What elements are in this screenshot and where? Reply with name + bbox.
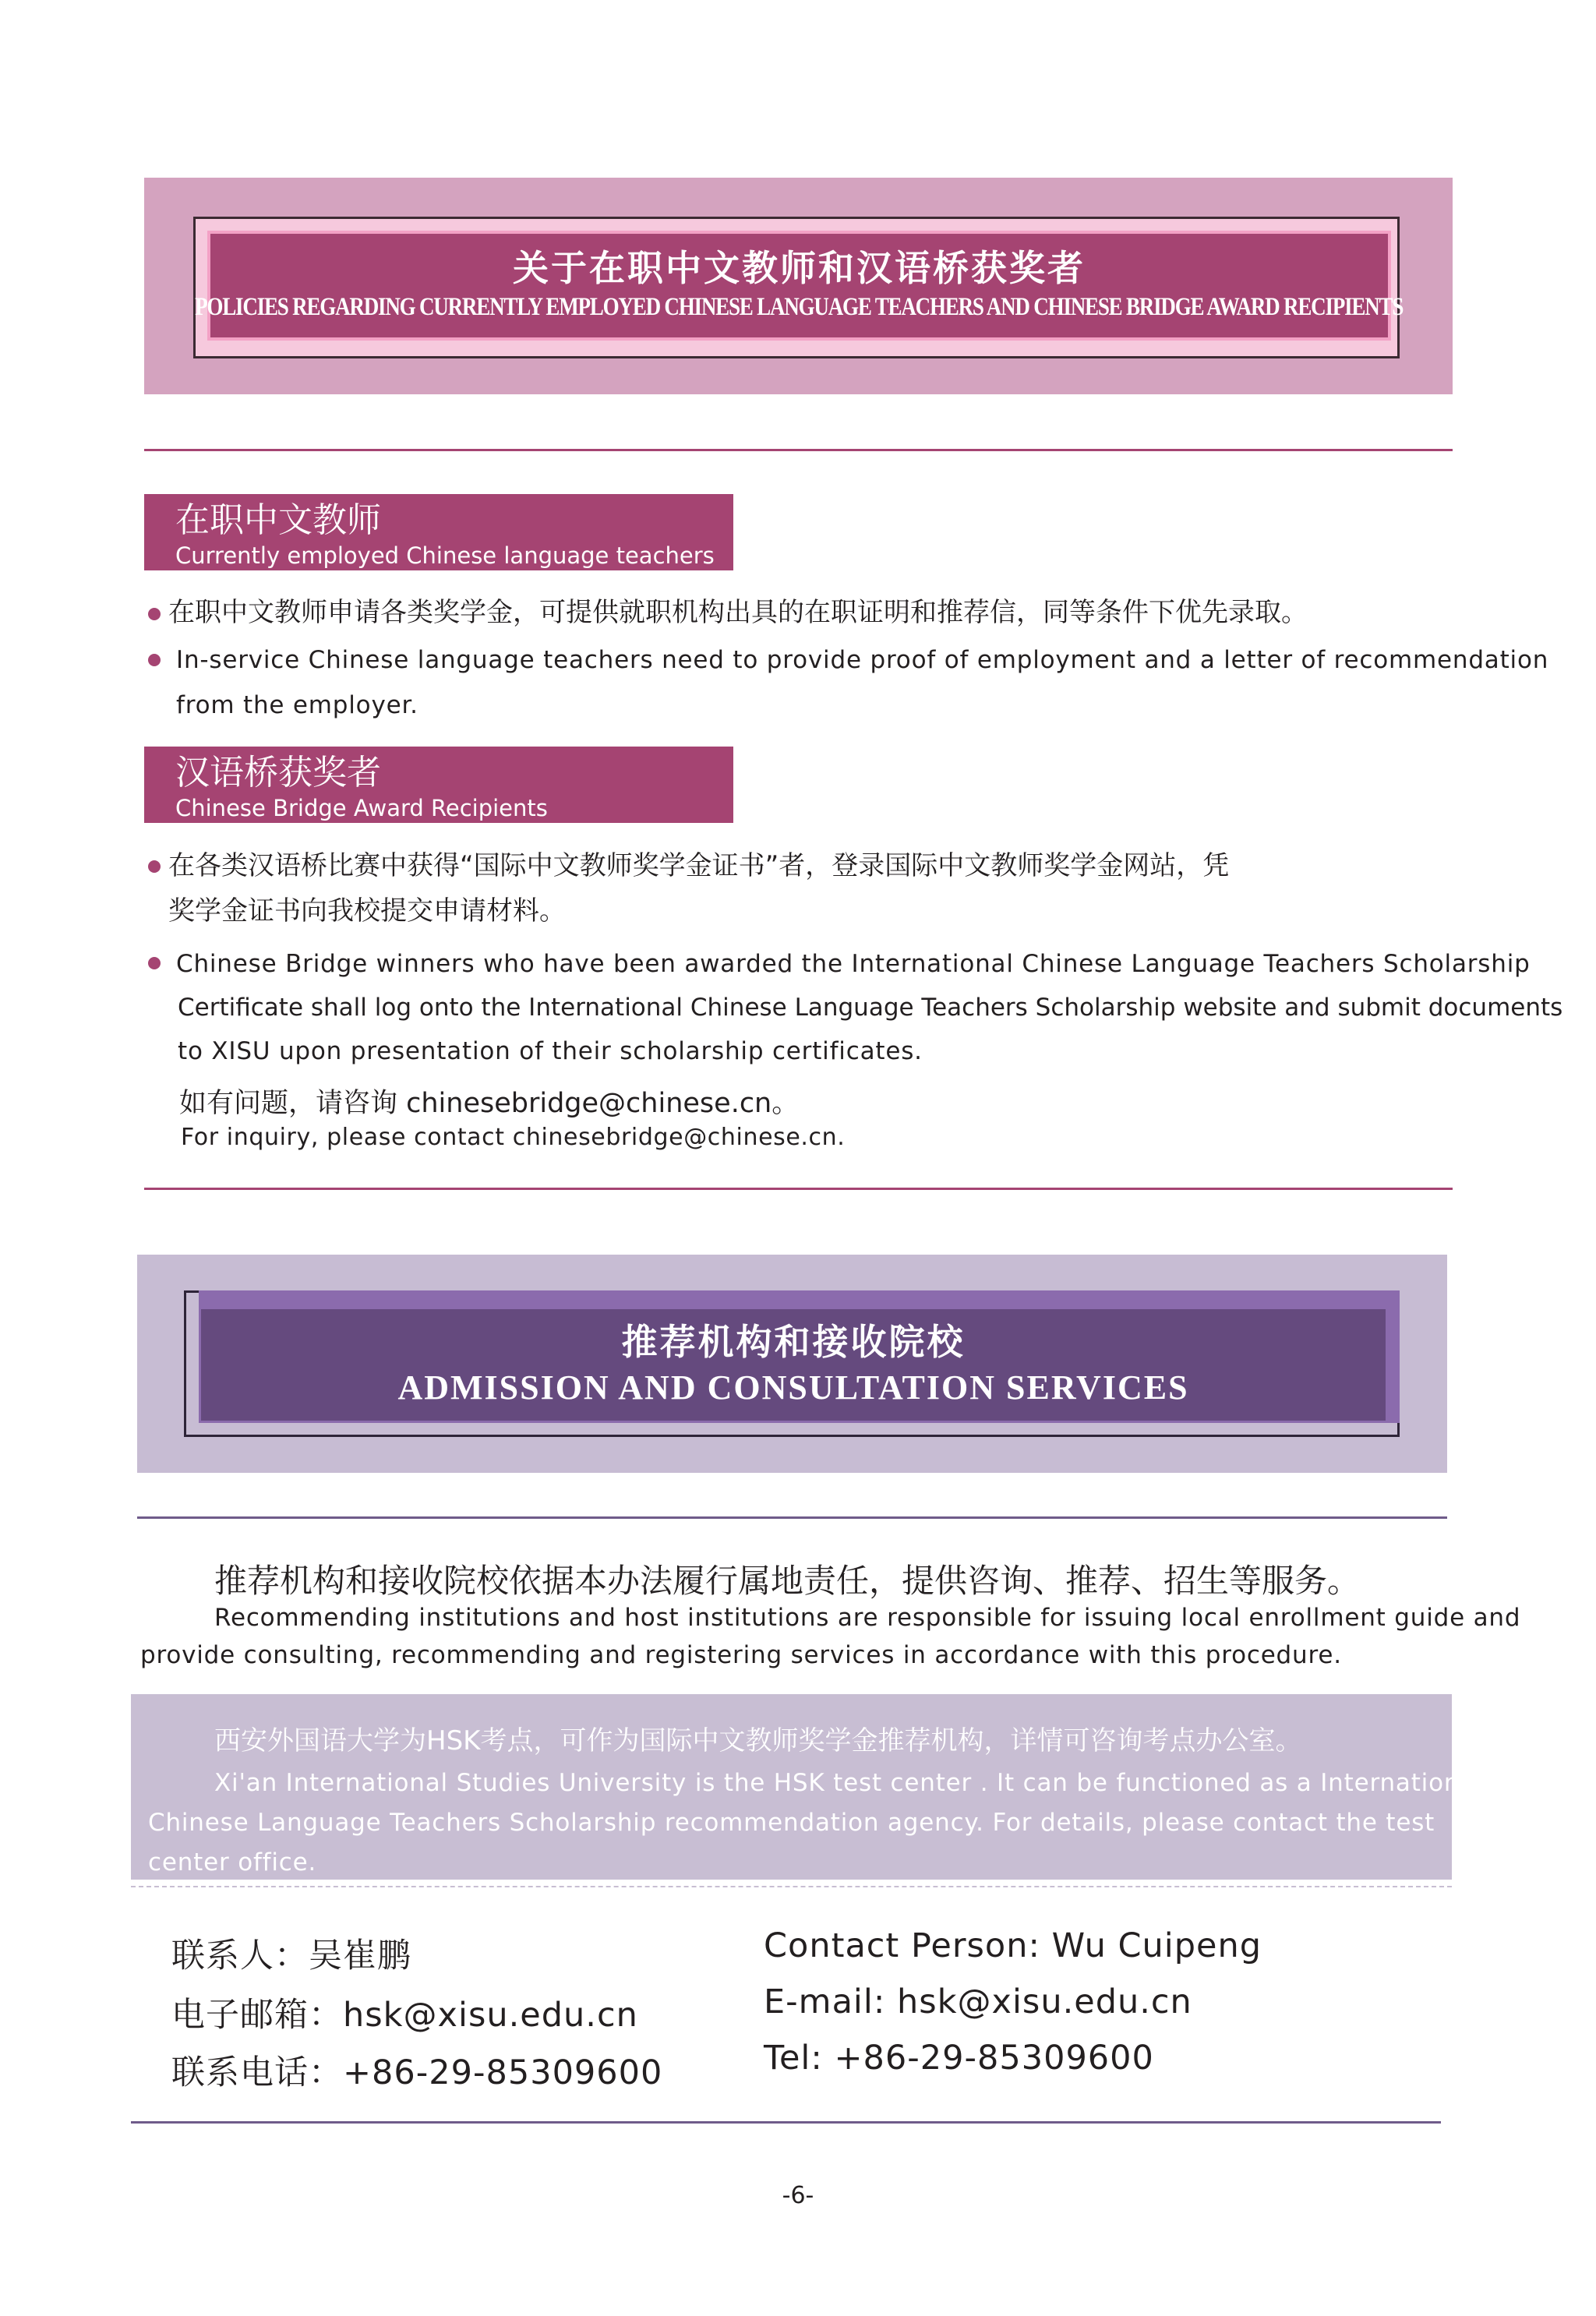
- admission-banner: [201, 1309, 1386, 1421]
- hsk-note-box: [131, 1694, 1483, 1880]
- divider-middle: [144, 1188, 1453, 1190]
- teachers-bullet-zh: 在职中文教师申请各类奖学金，可提供就职机构出具的在职证明和推荐信，同等条件下优先录取。: [168, 597, 1308, 628]
- hsk-note-en-line2: Chinese Language Teachers Scholarship recommendation agency. For details, please contact the test: [148, 1809, 1435, 1837]
- section-teachers-title-en: Currently employed Chinese language teachers: [175, 542, 715, 569]
- admission-para-en-line2: provide consulting, recommending and registering services in accordance with this procedure.: [140, 1641, 1342, 1669]
- bullet-icon: [148, 608, 161, 620]
- policies-title-en: POLICIES REGARDING CURRENTLY EMPLOYED CHINESE LANGUAGE TEACHERS AND CHINESE BRIDGE AWARD RECIPIENTS: [195, 292, 1404, 321]
- teachers-bullet-en-line1: In-service Chinese language teachers need to provide proof of employment and a letter of recommendation: [176, 646, 1549, 674]
- policies-banner: [195, 231, 1404, 341]
- teachers-bullet-en-line2: from the employer.: [176, 691, 418, 719]
- admission-title-en: ADMISSION AND CONSULTATION SERVICES: [397, 1368, 1189, 1407]
- bullet-icon: [148, 860, 161, 873]
- section-bridge-title-en: Chinese Bridge Award Recipients: [175, 795, 548, 821]
- contact-person-en: Contact Person: Wu Cuipeng: [764, 1926, 1262, 1965]
- divider-admission: [137, 1516, 1447, 1519]
- policies-title-zh: 关于在职中文教师和汉语桥获奖者: [513, 247, 1086, 290]
- contact-tel-zh: 联系电话：+86-29-85309600: [171, 2053, 663, 2092]
- divider-bottom: [131, 2121, 1441, 2124]
- bullet-icon: [148, 957, 161, 969]
- bridge-bullet-zh-line1: 在各类汉语桥比赛中获得“国际中文教师奖学金证书”者，登录国际中文教师奖学金网站，凭: [168, 850, 1230, 881]
- section-bridge-title-zh: 汉语桥获奖者: [175, 753, 381, 793]
- section-header-bridge: [144, 747, 733, 823]
- admission-para-zh: 推荐机构和接收院校依据本办法履行属地责任，提供咨询、推荐、招生等服务。: [214, 1562, 1361, 1600]
- section-teachers-title-zh: 在职中文教师: [175, 500, 381, 540]
- contact-tel-en: Tel: +86-29-85309600: [764, 2039, 1154, 2078]
- hsk-note-en-line3: center office.: [148, 1848, 317, 1876]
- divider-top: [144, 449, 1453, 451]
- bridge-bullet-en-line1: Chinese Bridge winners who have been awarded the International Chinese Language Teachers Scholarship: [176, 950, 1531, 978]
- bridge-bullet-en-line2: Certificate shall log onto the International Chinese Language Teachers Scholarship website and submit documents: [178, 994, 1563, 1022]
- bridge-bullet-zh-line2: 奖学金证书向我校提交申请材料。: [168, 895, 566, 927]
- bridge-bullet-en-line3: to XISU upon presentation of their scholarship certificates.: [178, 1037, 923, 1065]
- admission-title-zh: 推荐机构和接收院校: [621, 1321, 966, 1364]
- admission-para-en-line1: Recommending institutions and host institutions are responsible for issuing local enrollment guide and: [214, 1604, 1521, 1632]
- page-number: -6-: [782, 2182, 814, 2209]
- hsk-note-zh: 西安外国语大学为HSK考点，可作为国际中文教师奖学金推荐机构，详情可咨询考点办公室。: [214, 1725, 1302, 1756]
- note-divider: [131, 1886, 1452, 1887]
- hsk-note-en-line1: Xi'an International Studies University is the HSK test center . It can be functioned as a International: [214, 1769, 1483, 1797]
- inquiry-en: For inquiry, please contact chinesebridge@chinese.cn.: [181, 1124, 846, 1151]
- inquiry-zh: 如有问题，请咨询 chinesebridge@chinese.cn。: [179, 1088, 800, 1119]
- section-header-teachers: [144, 494, 733, 570]
- contact-person-zh: 联系人：吴崔鹏: [171, 1936, 411, 1975]
- bullet-icon: [148, 654, 161, 666]
- contact-email-en: E-mail: hsk@xisu.edu.cn: [764, 1982, 1192, 2021]
- contact-email-zh: 电子邮箱：hsk@xisu.edu.cn: [171, 1996, 638, 2035]
